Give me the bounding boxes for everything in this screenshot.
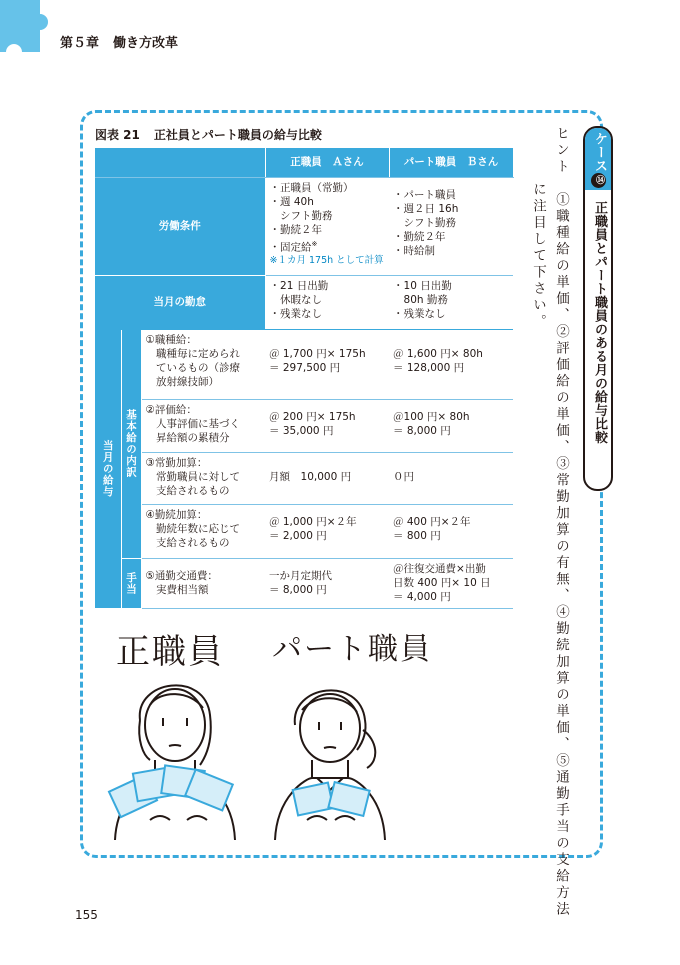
employees-illustration [95, 660, 405, 840]
cell-line: シフト勤務 [393, 216, 457, 229]
cell-attendance-b [389, 275, 513, 329]
hint-line-2: に注目して下さい。 [530, 182, 546, 331]
cell-line: 日数 400 円× 10 日 [393, 576, 491, 589]
item-1-b [389, 329, 513, 399]
label-part-time-employee: パート職員 [272, 632, 432, 667]
cell-line: ＠ 200 円× 175h [269, 410, 356, 423]
col-header-a: 正職員 Ａさん [265, 148, 389, 177]
item-4-desc [141, 504, 265, 558]
salary-table [95, 148, 514, 609]
cell-line: ているもの（診療 [145, 361, 240, 374]
item-3-b [389, 452, 513, 504]
cell-line: ＠往復交通費×出勤 [393, 562, 486, 575]
cell-line: ・残業なし [269, 307, 323, 320]
regular-employee-figure [109, 685, 235, 840]
group-label-salary: 当月の給与 [95, 329, 121, 608]
cell-line: ０円 [393, 470, 415, 483]
cell-line: ＝ 128,000 円 [393, 361, 465, 374]
case-text [587, 132, 611, 444]
cell-line: ・勤続２年 [393, 230, 446, 243]
cell-line: ＝ 8,000 円 [269, 583, 327, 596]
page-number: 155 [75, 908, 98, 922]
cell-line: ①職種給： [145, 333, 197, 346]
puzzle-piece-icon [0, 0, 52, 62]
item-5-b [389, 558, 513, 608]
cell-line: ・パート職員 [393, 188, 457, 201]
case-prefix: ケース [592, 132, 607, 173]
item-1-a [265, 329, 389, 399]
row-item-2 [95, 399, 513, 452]
item-4-b [389, 504, 513, 558]
cell-line: 80h 勤務 [393, 293, 448, 306]
cell-line: 一か月定期代 [269, 569, 333, 582]
cell-line: ＝ 8,000 円 [393, 424, 451, 437]
table-header-row [95, 148, 513, 177]
cell-line: 休暇なし [269, 293, 323, 306]
cell-line: 常勤職員に対して [145, 470, 240, 483]
cell-work-b [389, 177, 513, 275]
footnote-mark: ※ [311, 239, 318, 248]
cell-line: ＠ 1,600 円× 80h [393, 347, 483, 360]
cell-line: ＝ 2,000 円 [269, 529, 327, 542]
case-label [583, 126, 613, 491]
item-2-b [389, 399, 513, 452]
row-item-1 [95, 329, 513, 399]
cell-line: ⑤通勤交通費： [145, 569, 218, 582]
fixed-salary-text: ・固定給 [269, 241, 312, 253]
cell-line: 実費相当額 [145, 583, 209, 596]
item-3-a [265, 452, 389, 504]
cell-line: 支給されるもの [145, 536, 230, 549]
cell-line: 月額 10,000 円 [269, 470, 352, 483]
cell-line: ③常勤加算： [145, 456, 208, 469]
banknotes-right-icon [293, 782, 370, 816]
row-item-4 [95, 504, 513, 558]
subgroup-label-allowance: 手当 [121, 558, 141, 608]
cell-line: ＠ 1,000 円×２年 [269, 515, 357, 528]
item-5-desc [141, 558, 265, 608]
cell-line: ＝ 800 円 [393, 529, 441, 542]
cell-line: ＝ 35,000 円 [269, 424, 334, 437]
figure-number: 図表 21 [95, 128, 140, 142]
item-4-a [265, 504, 389, 558]
row-work-conditions [95, 177, 513, 275]
cell-line: 昇給額の累積分 [145, 431, 230, 444]
cell-line: ・週２日 16h [393, 202, 459, 215]
cell-line: ・勤続２年 [269, 223, 323, 236]
item-2-desc [141, 399, 265, 452]
cell-line: ・週 40h [269, 195, 314, 208]
row-attendance [95, 275, 513, 329]
cell-line: ・正職員（常勤） [269, 181, 354, 194]
cell-line: ②評価給： [145, 403, 197, 416]
cell-attendance-a [265, 275, 389, 329]
chapter-number: 第５章 [60, 36, 100, 51]
cell-line: ④勤続加算： [145, 508, 208, 521]
item-2-a [265, 399, 389, 452]
figure-caption: 正社員とパート職員の給与比較 [153, 128, 322, 142]
case-number: ⑭ [591, 173, 606, 188]
cell-line: 職種毎に定められ [145, 347, 240, 360]
subgroup-label-basic: 基本給の内訳 [121, 329, 141, 558]
footnote-note: ※１カ月 175h として計算 [269, 255, 384, 266]
cell-line: ＝ 4,000 円 [393, 590, 451, 603]
cell-line: 支給されるもの [145, 484, 230, 497]
item-1-desc [141, 329, 265, 399]
banknotes-left-icon [109, 765, 233, 817]
item-3-desc [141, 452, 265, 504]
cell-line: ＠ 1,700 円× 175h [269, 347, 366, 360]
row-item-5 [95, 558, 513, 608]
cell-line [270, 237, 386, 255]
header-blank [95, 148, 265, 177]
case-title: 正職員とパート職員のある月の給与比較 [592, 201, 607, 444]
figure-title [95, 126, 322, 143]
part-time-employee-figure [275, 690, 385, 840]
cell-line: ・21 日出勤 [269, 279, 329, 292]
label-regular-employee: 正職員 [116, 632, 224, 672]
chapter-header [60, 32, 178, 51]
row-label-work: 労働条件 [95, 177, 265, 275]
chapter-title: 働き方改革 [113, 36, 179, 51]
cell-line: ＠ 400 円×２年 [393, 515, 471, 528]
cell-work-a [265, 177, 389, 275]
row-label-attendance: 当月の勤怠 [95, 275, 265, 329]
cell-line: 勤続年数に応じて [145, 522, 240, 535]
cell-line: 人事評価に基づく [145, 417, 240, 430]
cell-line: シフト勤務 [269, 209, 333, 222]
cell-line: 放射線技師） [145, 375, 219, 388]
col-header-b: パート職員 Ｂさん [389, 148, 513, 177]
cell-line: ・時給制 [393, 244, 436, 257]
cell-line: ＠100 円× 80h [393, 410, 470, 423]
cell-line: ＝ 297,500 円 [269, 361, 341, 374]
item-5-a [265, 558, 389, 608]
row-item-3 [95, 452, 513, 504]
hint-line-1: ヒント ①職種給の単価、②評価給の単価、③常勤加算の有無、④勤続加算の単価、⑤通勤手当の支給方法 [553, 126, 569, 918]
cell-line: ・残業なし [393, 307, 446, 320]
cell-line: ・10 日出勤 [393, 279, 452, 292]
